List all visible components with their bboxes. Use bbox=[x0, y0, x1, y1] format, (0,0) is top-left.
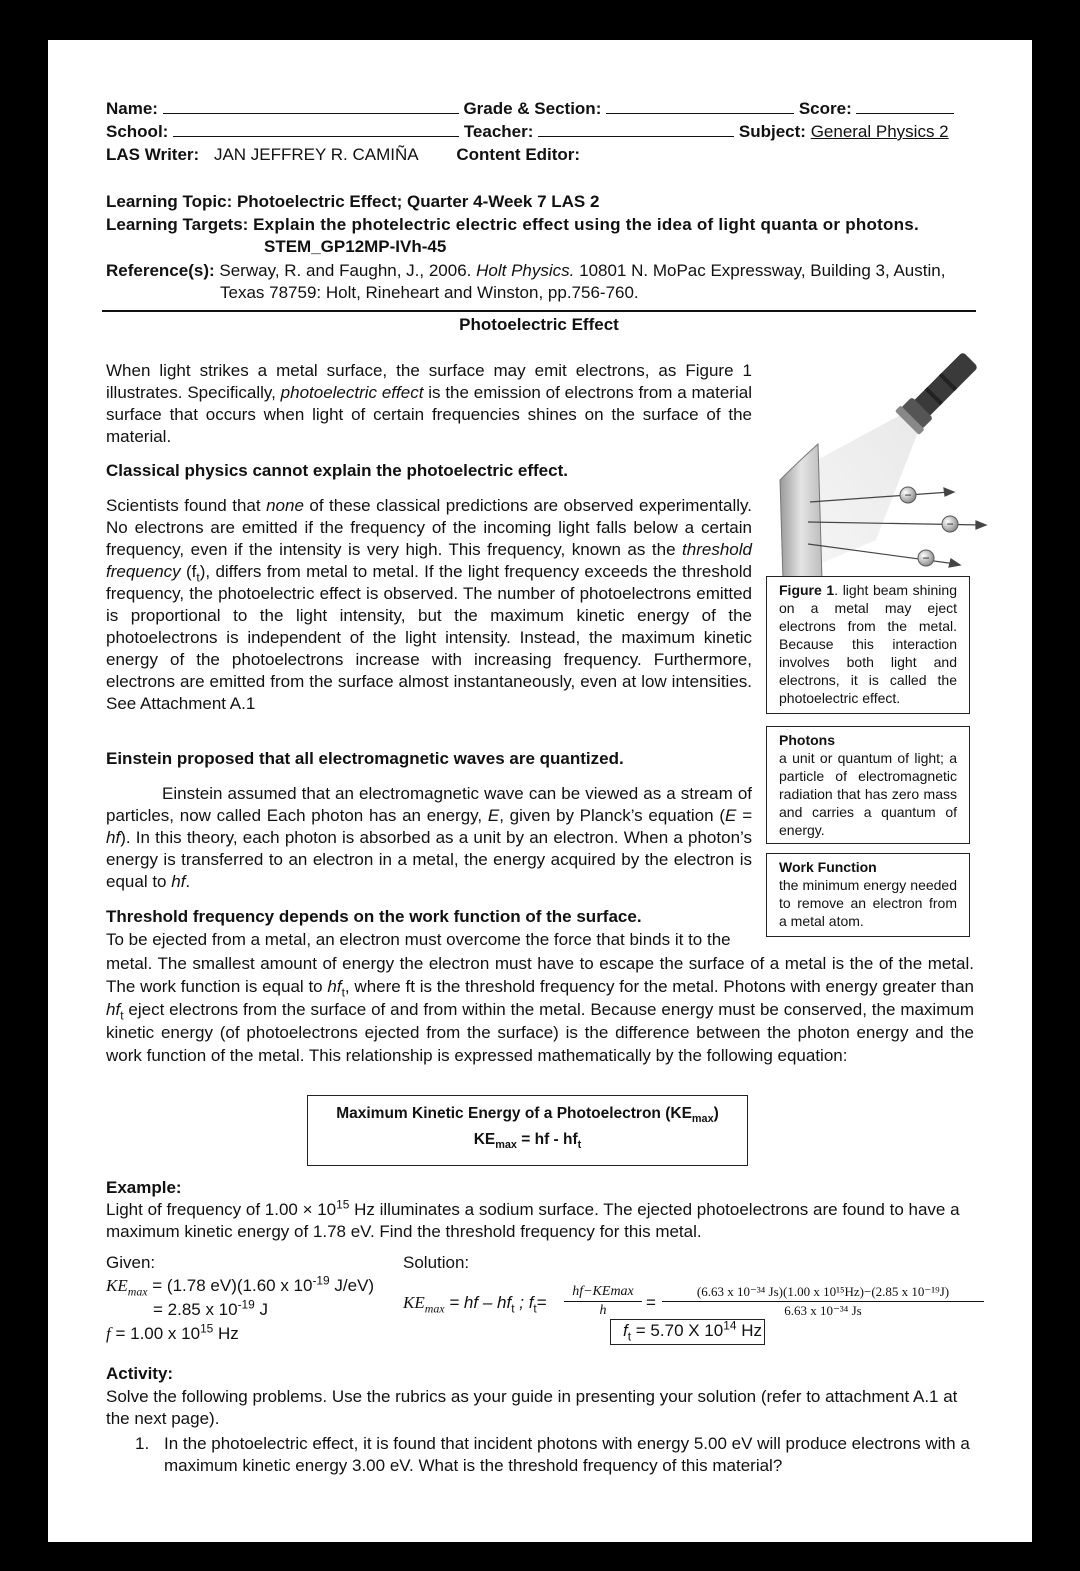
given1-c: J/eV) bbox=[334, 1276, 375, 1295]
intro-text-b: is the emission of electrons from a material surface that occurs when light of certain frequencies shines on the surface of the material. bbox=[106, 383, 752, 446]
subject-value: General Physics 2 bbox=[810, 122, 949, 141]
solution-label: Solution: bbox=[403, 1253, 470, 1272]
targets-label: Learning Targets: bbox=[106, 215, 249, 234]
given3-a: f bbox=[106, 1324, 111, 1343]
name-label: Name: bbox=[106, 99, 158, 118]
formula-title bbox=[308, 1104, 747, 1124]
section3-paragraph: metal. The smallest amount of energy the electron must have to escape the surface of a metal is the of the metal. The work function is equal to $hf_t$, where ft is the threshold frequency for the metal. Photons with energy greater than $hf_t$ eject electrons from the surface of and from within the metal. Because energy must be conserved, the maximum kinetic energy (of photoelectrons ejected from the surface) is the difference between the photon energy and the work function of the metal. This relationship is expressed mathematically by the following equation: bbox=[106, 954, 974, 1065]
formula-box bbox=[307, 1095, 748, 1166]
svg-text:−: − bbox=[904, 488, 912, 502]
sol-sub2: t bbox=[511, 1301, 515, 1316]
name-blank bbox=[163, 98, 459, 114]
header-row-2 bbox=[106, 121, 986, 144]
s3-hft: hf bbox=[327, 977, 342, 996]
photons-definition-box bbox=[766, 726, 970, 844]
solution-equation bbox=[403, 1292, 547, 1314]
activity-text: Solve the following problems. Use the rubrics as your guide in presenting your solution (refer to attachment A.1 at the next page). bbox=[106, 1387, 958, 1428]
header-block bbox=[106, 98, 986, 167]
score-label: Score: bbox=[798, 99, 852, 118]
given1-b: = (1.78 eV)(1.60 x 10 bbox=[152, 1276, 313, 1295]
fraction-1-denominator: h bbox=[599, 1303, 607, 1318]
las-writer-label: LAS Writer: bbox=[106, 145, 200, 164]
section3-heading: Threshold frequency depends on the work function of the surface. bbox=[106, 907, 642, 926]
s2-E: E bbox=[487, 806, 500, 825]
example-text-exp: 15 bbox=[336, 1197, 350, 1212]
fraction-2-denominator: 6.63 x 10⁻³⁴ Js bbox=[784, 1303, 862, 1318]
flashlight-figure bbox=[758, 332, 990, 614]
s1-none: none bbox=[266, 496, 304, 515]
sol-a: KE bbox=[403, 1293, 425, 1312]
answer-box bbox=[610, 1319, 765, 1345]
reference-line-1 bbox=[106, 260, 974, 282]
formula-title-sub: max bbox=[691, 1113, 714, 1126]
s1-threshold: threshold frequency bbox=[106, 540, 752, 581]
example-text-a: Light of frequency of 1.00 × 10 bbox=[106, 1200, 337, 1219]
work-function-title: Work Function bbox=[779, 859, 877, 875]
s2-eq: E = hf bbox=[106, 806, 752, 847]
sol-c: ; f bbox=[519, 1293, 534, 1312]
formula-title-text: Maximum Kinetic Energy of a Photoelectron (KE bbox=[336, 1105, 692, 1122]
section3-line1: To be ejected from a metal, an electron must overcome the force that binds it to the bbox=[106, 930, 731, 949]
answer-exp: 14 bbox=[723, 1318, 737, 1333]
work-function-box bbox=[766, 853, 970, 937]
s2-text-d: . bbox=[185, 872, 191, 891]
example-text bbox=[106, 1199, 976, 1243]
photons-title: Photons bbox=[779, 732, 835, 748]
school-label: School: bbox=[106, 122, 169, 141]
header-row-3 bbox=[106, 144, 986, 167]
intro-italic: photoelectric effect bbox=[280, 383, 424, 402]
school-blank bbox=[173, 121, 459, 137]
section2-heading: Einstein proposed that all electromagnetic waves are quantized. bbox=[106, 749, 624, 768]
figure-caption-box bbox=[766, 576, 970, 714]
given-line-3 bbox=[106, 1323, 239, 1345]
s1-ft: (f bbox=[186, 562, 197, 581]
given1-a: KE bbox=[106, 1276, 128, 1295]
targets-text: Explain the photelectric electric effect using the idea of light quanta or photons. bbox=[253, 215, 919, 234]
s2-hf: hf bbox=[171, 872, 186, 891]
las-writer-value: JAN JEFFREY R. CAMIÑA bbox=[213, 145, 418, 164]
s2-text-b: , given by Planck’s equation ( bbox=[499, 806, 725, 825]
activity-item-number: 1. bbox=[135, 1434, 150, 1453]
s3-hft2: hf bbox=[106, 1000, 121, 1019]
formula-eq-sub2: t bbox=[577, 1139, 582, 1152]
figure-caption-text: . light beam shining on a metal may eject electrons from the metal. Because this interaction involves both light and electrons, it is called the photoelectric effect. bbox=[779, 582, 957, 706]
given2-a: = 2.85 x 10 bbox=[153, 1300, 238, 1319]
s1-text-a: Scientists found that bbox=[106, 496, 261, 515]
reference-title: Holt Physics. bbox=[476, 261, 575, 280]
fraction-1-numerator: hf−KEmax bbox=[564, 1283, 642, 1302]
s1-text-c: ), differs from metal to metal. If the light frequency exceeds the threshold frequency, the photoelectric effect is observed. The number of photoelectrons emitted is proportional to the light intensity, but the maximum kinetic energy of the photoelectrons is independent of the light intensity. Instead, the maximum kinetic energy of the photoelectrons increase with increasing frequency. Furthermore, electrons are emitted from the surface almost instantaneously, even at low intensities. See Attachment A.1 bbox=[106, 562, 752, 713]
grade-blank bbox=[606, 98, 794, 114]
s3-text-b: , where ft is the threshold frequency for the metal. Photons with energy greater than bbox=[344, 977, 974, 996]
svg-text:−: − bbox=[946, 517, 954, 531]
work-function-text: the minimum energy needed to remove an electron from a metal atom. bbox=[779, 877, 957, 929]
learning-topic: Learning Topic: Photoelectric Effect; Quarter 4-Week 7 LAS 2 bbox=[106, 192, 600, 211]
given2-b: J bbox=[259, 1300, 269, 1319]
section1-paragraph bbox=[106, 495, 752, 715]
given2-exp: -19 bbox=[237, 1297, 255, 1312]
sol-sub3: t bbox=[533, 1301, 537, 1316]
activity-item-text: In the photoelectric effect, it is found that incident photons with energy 5.00 eV will produce electrons with a maximum kinetic energy 3.00 eV. What is the threshold frequency of this material? bbox=[164, 1434, 970, 1475]
s2-text-a: Einstein assumed that an electromagnetic wave can be viewed as a stream of particles, now called Each photon has an energy, bbox=[106, 784, 752, 825]
s1-text-b: of these classical predictions are observed experimentally. No electrons are emitted if the frequency of the incoming light falls below a certain frequency, even if the intensity is very high. This frequency, known as the bbox=[106, 496, 753, 559]
photons-text: a unit or quantum of light; a particle of electromagnetic radiation that has zero mass and carries a quantum of energy. bbox=[779, 750, 957, 838]
targets-code: STEM_GP12MP-IVh-45 bbox=[264, 237, 447, 256]
figure-caption-label: Figure 1 bbox=[779, 582, 835, 598]
header-row-1 bbox=[106, 98, 986, 121]
teacher-blank bbox=[538, 121, 734, 137]
reference-label: Reference(s): bbox=[106, 261, 215, 280]
s3-text-c: eject electrons from the surface of and from within the metal. Because energy must be conserved, the maximum kinetic energy (of photoelectrons ejected from the surface) is the difference between the photon energy and the work function of the metal. This relationship is expressed mathematically by the following equation: bbox=[106, 1000, 974, 1065]
formula-eq-sub: max bbox=[495, 1139, 517, 1152]
given1-sub: max bbox=[127, 1284, 148, 1299]
fraction-2 bbox=[662, 1283, 984, 1320]
sol-b: = hf – hf bbox=[449, 1293, 512, 1312]
worksheet-page bbox=[48, 40, 1032, 1542]
given-label: Given: bbox=[106, 1253, 156, 1272]
sol-d: = bbox=[536, 1293, 547, 1312]
s1-ft-sub: t bbox=[196, 570, 200, 585]
intro-paragraph bbox=[106, 360, 752, 448]
figure-caption bbox=[779, 581, 957, 707]
formula-equation bbox=[308, 1130, 747, 1150]
section1-heading: Classical physics cannot explain the photoelectric effect. bbox=[106, 461, 568, 480]
s2-text-c: ). In this theory, each photon is absorbed as a unit by an electron. When a photon’s energy is transferred to an electron in a metal, the energy acquired by the electron is equal to bbox=[106, 828, 752, 891]
s3-text-a: metal. The smallest amount of energy the electron must have to escape the surface of a metal is the of the metal. The work function is equal to bbox=[106, 954, 974, 996]
grade-label: Grade & Section: bbox=[463, 99, 602, 118]
answer-b: = 5.70 X 10 bbox=[635, 1321, 724, 1340]
content-editor-label: Content Editor: bbox=[456, 145, 581, 164]
reference-line-2: Texas 78759: Holt, Rineheart and Winston, pp.756-760. bbox=[220, 283, 639, 302]
given-line-2 bbox=[153, 1299, 268, 1321]
sol-sub: max bbox=[424, 1301, 445, 1316]
svg-text:−: − bbox=[922, 551, 930, 565]
section2-paragraph bbox=[106, 783, 752, 893]
subject-label: Subject: bbox=[738, 122, 806, 141]
formula-title-end: ) bbox=[713, 1105, 719, 1122]
given3-exp: 15 bbox=[200, 1321, 214, 1336]
example-heading: Example: bbox=[106, 1178, 182, 1197]
given3-b: = 1.00 x 10 bbox=[115, 1324, 201, 1343]
activity-heading: Activity: bbox=[106, 1364, 174, 1383]
given3-c: Hz bbox=[218, 1324, 239, 1343]
answer-c: Hz bbox=[741, 1321, 762, 1340]
intro-text-a: When light strikes a metal surface, the surface may emit electrons, as Figure 1 illustrates. Specifically, bbox=[106, 361, 752, 402]
topic-block bbox=[106, 191, 974, 304]
reference-post: 10801 N. MoPac Expressway, Building 3, Austin, bbox=[579, 261, 946, 280]
formula-eq-b: = hf - hf bbox=[521, 1131, 578, 1148]
flashlight-icon bbox=[895, 347, 983, 435]
given-line-1 bbox=[106, 1275, 374, 1297]
page-title: Photoelectric Effect bbox=[459, 315, 619, 334]
learning-targets bbox=[106, 214, 974, 236]
score-blank bbox=[856, 98, 954, 114]
example-text-b: Hz illuminates a sodium surface. The ejected photoelectrons are found to have a maximum kinetic energy of 1.78 eV. Find the threshold frequency for this metal. bbox=[106, 1200, 960, 1241]
equals-sign: = bbox=[646, 1293, 656, 1312]
fraction-2-numerator: (6.63 x 10⁻³⁴ Js)(1.00 x 10¹⁵Hz)−(2.85 x 10⁻¹⁹J) bbox=[662, 1283, 984, 1302]
answer-sub: t bbox=[627, 1329, 632, 1344]
title-rule bbox=[102, 310, 976, 312]
teacher-label: Teacher: bbox=[463, 122, 534, 141]
formula-eq-a: KE bbox=[473, 1131, 496, 1148]
fraction-1 bbox=[564, 1283, 642, 1320]
answer-a: f bbox=[623, 1321, 628, 1340]
given1-exp: -19 bbox=[312, 1273, 330, 1288]
reference-pre: Serway, R. and Faughn, J., 2006. bbox=[219, 261, 472, 280]
